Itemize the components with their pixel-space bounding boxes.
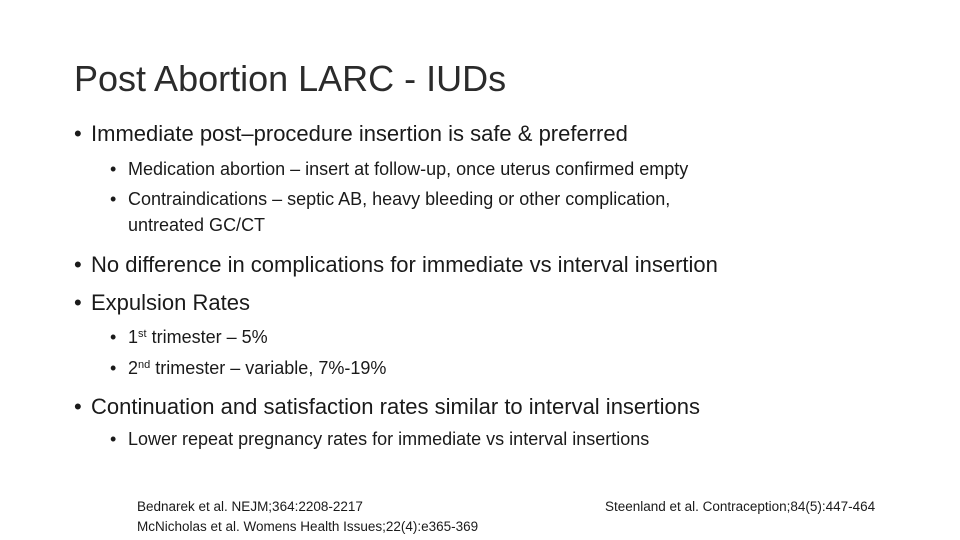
ordinal-number: 2 — [128, 358, 139, 378]
bullet-dot: • — [110, 327, 117, 347]
bullet-text: Medication abortion – insert at follow-up, once uterus confirmed empty — [128, 159, 689, 179]
ordinal-suffix: nd — [138, 359, 151, 371]
bullet-text: Immediate post–procedure insertion is safe & preferred — [91, 121, 628, 146]
subbullet-first-trimester — [110, 327, 268, 348]
bullet-text: Contraindications – septic AB, heavy bleeding or other complication, — [128, 189, 671, 209]
bullet-dot: • — [110, 189, 117, 209]
bullet-immediate-insertion — [74, 121, 628, 147]
citation-mcnicholas: McNicholas et al. Womens Health Issues;22(4):e365-369 — [137, 519, 479, 534]
ordinal-suffix: st — [138, 328, 147, 340]
bullet-dot: • — [74, 290, 82, 315]
bullet-dot: • — [110, 429, 117, 449]
bullet-expulsion-rates — [74, 290, 250, 316]
ordinal-number: 1 — [128, 327, 139, 347]
citation-steenland: Steenland et al. Contraception;84(5):447-464 — [605, 499, 876, 514]
bullet-text: Lower repeat pregnancy rates for immediate vs interval insertions — [128, 429, 650, 449]
bullet-dot: • — [74, 394, 82, 419]
subbullet-medication-abortion — [110, 159, 688, 180]
bullet-text — [128, 327, 268, 347]
trimester-rate: trimester – variable, 7%-19% — [150, 358, 387, 378]
bullet-dot: • — [74, 252, 82, 277]
slide-title: Post Abortion LARC - IUDs — [74, 58, 507, 99]
citation-bednarek: Bednarek et al. NEJM;364:2208-2217 — [137, 499, 363, 514]
subbullet-second-trimester — [110, 358, 386, 379]
bullet-dot: • — [110, 358, 117, 378]
bullet-text: Continuation and satisfaction rates similar to interval insertions — [91, 394, 700, 419]
subbullet-contraindications-continued: untreated GC/CT — [128, 215, 266, 235]
bullet-dot: • — [110, 159, 117, 179]
subbullet-contraindications — [110, 189, 670, 210]
bullet-text: Expulsion Rates — [91, 290, 250, 315]
bullet-continuation-rates — [74, 394, 700, 420]
bullet-text — [128, 358, 386, 378]
bullet-dot: • — [74, 121, 82, 146]
bullet-text: No difference in complications for immediate vs interval insertion — [91, 252, 718, 277]
subbullet-repeat-pregnancy — [110, 429, 649, 450]
bullet-no-difference — [74, 252, 718, 278]
trimester-rate: trimester – 5% — [146, 327, 268, 347]
